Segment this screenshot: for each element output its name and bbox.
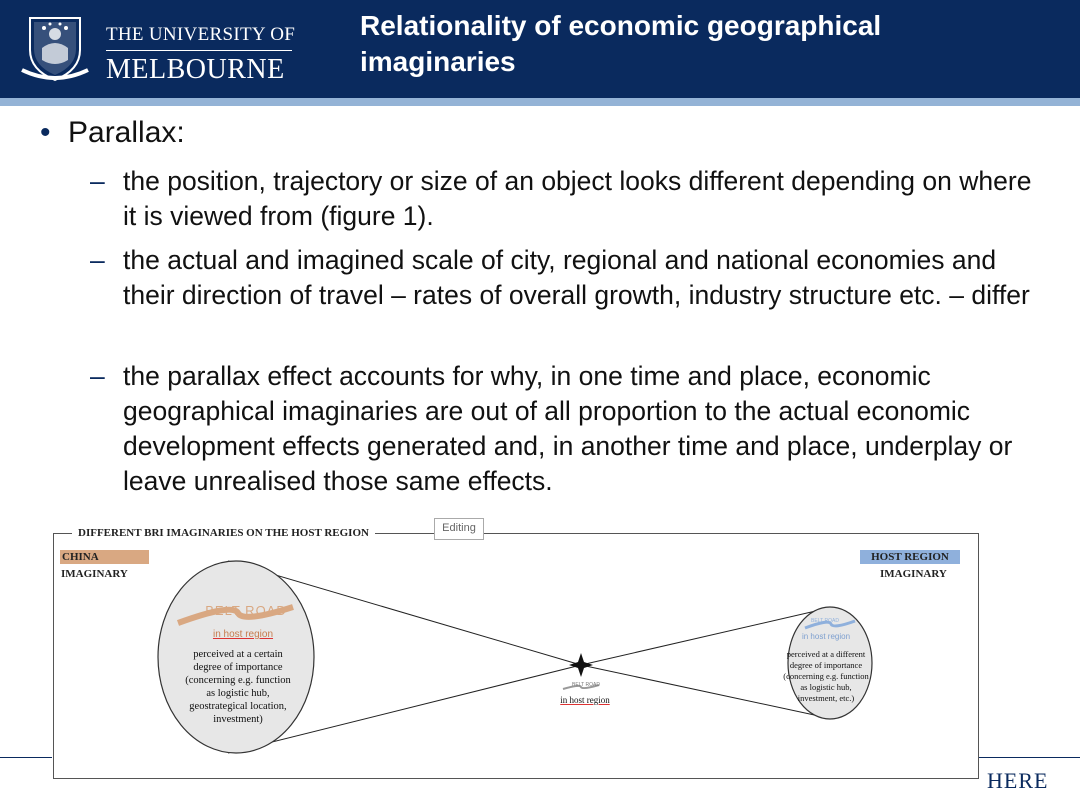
dash-icon: – <box>90 361 105 391</box>
logo-divider <box>106 50 292 51</box>
main-bullet-text: Parallax: <box>68 116 185 149</box>
editing-badge[interactable]: Editing <box>434 518 484 540</box>
figure-title: DIFFERENT BRI IMAGINARIES ON THE HOST REGION <box>72 527 375 539</box>
sub-bullet-2-text: the actual and imagined scale of city, regional and national economies and their direction of travel – rates of overall growth, industry structure etc. – differ <box>123 245 1030 310</box>
china-label: CHINA <box>60 550 149 564</box>
footer-rule-left <box>0 757 52 758</box>
sub-bullet-2 <box>90 243 1050 313</box>
left-perception-text: perceived at a certain degree of importance (concerning e.g. function as logistic hub, geostrategical location, investment) <box>185 649 291 725</box>
dash-icon: – <box>90 245 105 275</box>
left-in-host-region: in host region <box>212 629 274 640</box>
sub-bullet-3-text: the parallax effect accounts for why, in one time and place, economic geographical imaginaries are out of all proportion to the actual economic development effects generated and, in another time and place, underplay or leave unrealised those same effects. <box>123 361 1013 496</box>
host-imaginary-label: IMAGINARY <box>880 568 947 580</box>
viewpoint-star-icon <box>569 653 593 677</box>
right-perception-text: perceived at a different degree of importance (concerning e.g. function as logistic hub, investment, etc.) <box>783 649 869 703</box>
footer-text: HERE <box>987 768 1049 793</box>
footer-rule-right <box>979 757 1080 758</box>
bullet-dot-icon: • <box>40 116 51 149</box>
university-name-line2: MELBOURNE <box>106 54 285 85</box>
slide-title: Relationality of economic geographical imaginaries <box>360 10 882 77</box>
university-crest-icon <box>20 12 90 84</box>
center-belt-road-logo: BELT ROAD <box>572 682 600 688</box>
university-name-line1: THE UNIVERSITY OF <box>106 24 296 45</box>
right-in-host-region: in host region <box>801 632 851 641</box>
university-logo <box>20 12 320 84</box>
center-in-host-region: in host region <box>560 695 610 705</box>
sub-bullet-1-text: the position, trajectory or size of an object looks different depending on where it is viewed from (figure 1). <box>123 166 1032 231</box>
header-accent-band <box>0 98 1080 106</box>
right-belt-road-logo: BELT ROAD <box>811 618 839 624</box>
left-belt-road-logo: BELT ROAD <box>205 603 287 618</box>
main-bullet <box>40 116 185 150</box>
china-imaginary-label: IMAGINARY <box>61 568 128 580</box>
host-region-label: HOST REGION <box>860 550 960 564</box>
dash-icon: – <box>90 166 105 196</box>
sub-bullet-3 <box>90 359 1050 499</box>
sub-bullet-1 <box>90 164 1050 234</box>
